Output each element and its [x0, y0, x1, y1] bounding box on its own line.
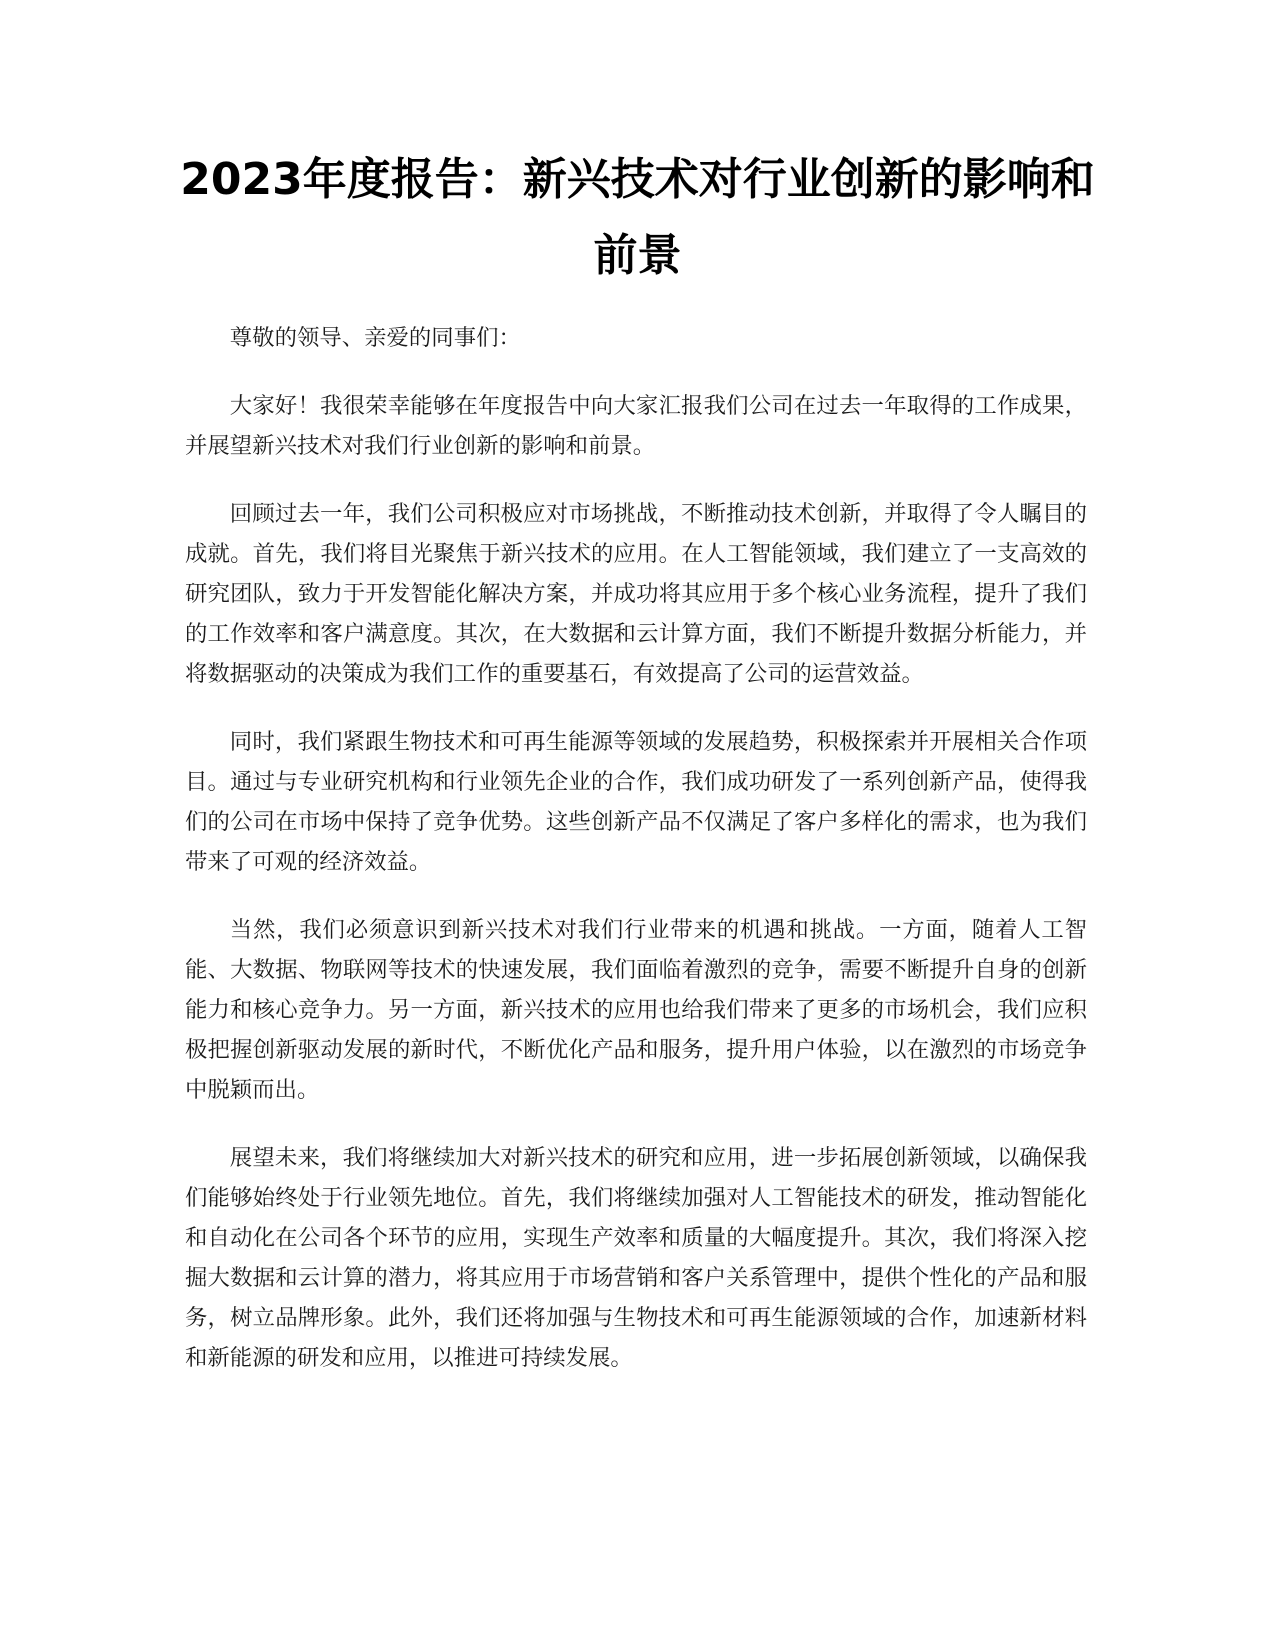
document-body	[185, 318, 1087, 1406]
outlook-paragraph: 展望未来，我们将继续加大对新兴技术的研究和应用，进一步拓展创新领域，以确保我们能够始终处于行业领先地位。首先，我们将继续加强对人工智能技术的研发，推动智能化和自动化在公司各个环节的应用，实现生产效率和质量的大幅度提升。其次，我们将深入挖掘大数据和云计算的潜力，将其应用于市场营销和客户关系管理中，提供个性化的产品和服务，树立品牌形象。此外，我们还将加强与生物技术和可再生能源领域的合作，加速新材料和新能源的研发和应用，以推进可持续发展。	[185, 1145, 1087, 1371]
salutation-paragraph: 尊敬的领导、亲爱的同事们：	[229, 325, 521, 351]
review-paragraph: 回顾过去一年，我们公司积极应对市场挑战，不断推动技术创新，并取得了令人瞩目的成就。首先，我们将目光聚焦于新兴技术的应用。在人工智能领域，我们建立了一支高效的研究团队，致力于开发智能化解决方案，并成功将其应用于多个核心业务流程，提升了我们的工作效率和客户满意度。其次，在大数据和云计算方面，我们不断提升数据分析能力，并将数据驱动的决策成为我们工作的重要基石，有效提高了公司的运营效益。	[185, 501, 1087, 687]
document-title: 2023年度报告：新兴技术对行业创新的影响和前景	[180, 154, 1095, 281]
cooperation-paragraph: 同时，我们紧跟生物技术和可再生能源等领域的发展趋势，积极探索并开展相关合作项目。通过与专业研究机构和行业领先企业的合作，我们成功研发了一系列创新产品，使得我们的公司在市场中保持了竞争优势。这些创新产品不仅满足了客户多样化的需求，也为我们带来了可观的经济效益。	[185, 729, 1087, 875]
challenges-paragraph: 当然，我们必须意识到新兴技术对我们行业带来的机遇和挑战。一方面，随着人工智能、大数据、物联网等技术的快速发展，我们面临着激烈的竞争，需要不断提升自身的创新能力和核心竞争力。另一方面，新兴技术的应用也给我们带来了更多的市场机会，我们应积极把握创新驱动发展的新时代，不断优化产品和服务，提升用户体验，以在激烈的市场竞争中脱颖而出。	[185, 917, 1087, 1103]
greeting-paragraph: 大家好！我很荣幸能够在年度报告中向大家汇报我们公司在过去一年取得的工作成果，并展望新兴技术对我们行业创新的影响和前景。	[185, 393, 1087, 459]
